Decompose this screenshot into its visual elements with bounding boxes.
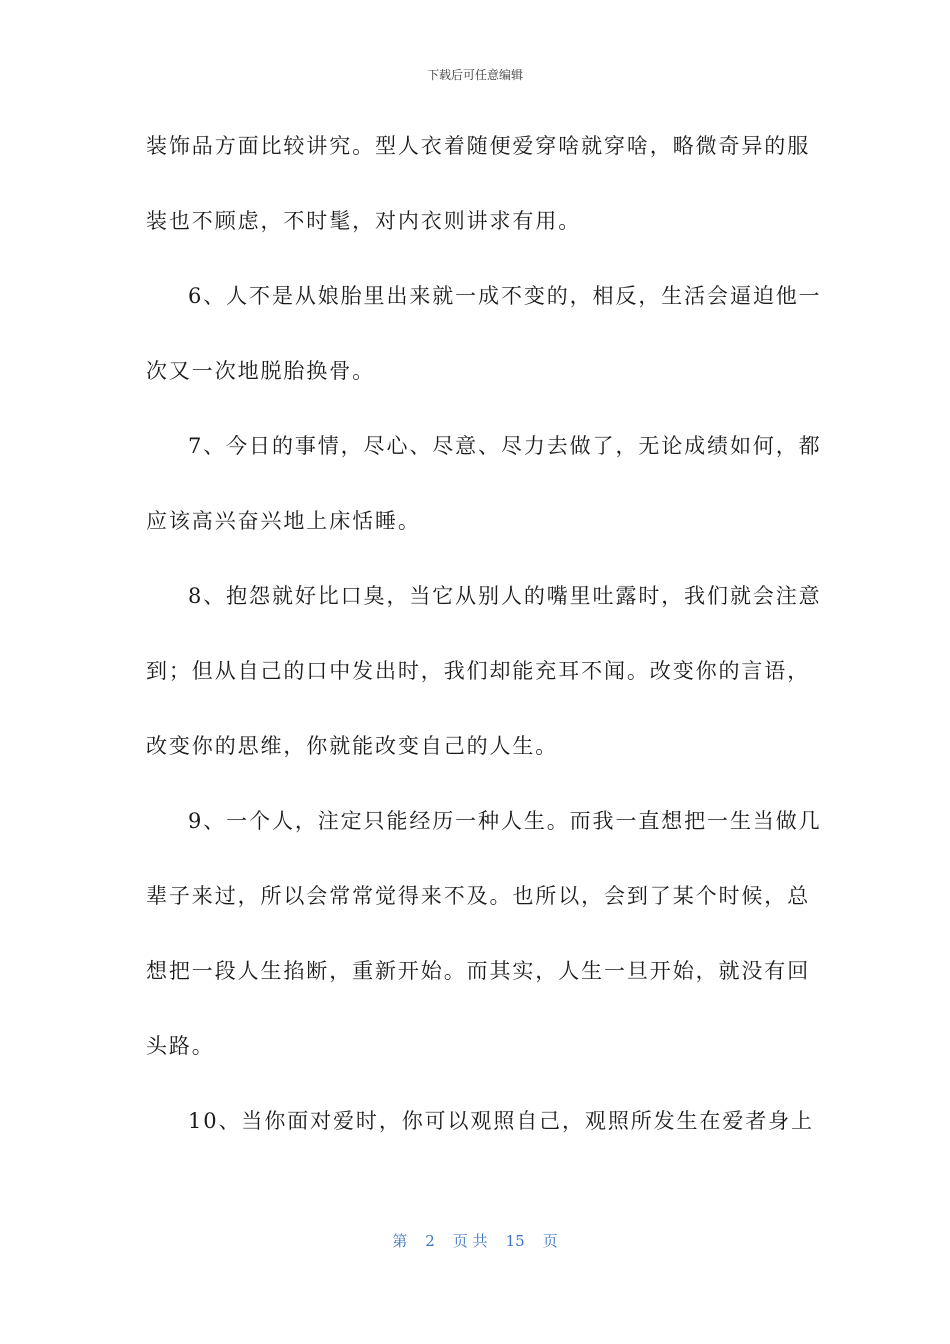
text-line: 装饰品方面比较讲究。型人衣着随便爱穿啥就穿啥，略微奇异的服 xyxy=(146,134,811,158)
footer-current-page: 2 xyxy=(425,1232,435,1250)
text-line: 9、一个人，注定只能经历一种人生。而我一直想把一生当做几 xyxy=(188,809,822,833)
text-line: 10、当你面对爱时，你可以观照自己，观照所发生在爱者身上 xyxy=(188,1109,814,1133)
text-line: 到；但从自己的口中发出时，我们却能充耳不闻。改变你的言语， xyxy=(146,659,811,683)
page-header: 下载后可任意编辑 xyxy=(426,68,523,82)
page-footer xyxy=(0,1230,950,1251)
text-line: 头路。 xyxy=(146,1034,215,1058)
footer-page-label: 第 xyxy=(392,1232,408,1250)
text-line: 想把一段人生掐断，重新开始。而其实，人生一旦开始，就没有回 xyxy=(146,959,811,983)
text-line: 次又一次地脱胎换骨。 xyxy=(146,359,375,383)
text-line: 应该高兴奋兴地上床恬睡。 xyxy=(146,509,421,533)
text-line: 6、人不是从娘胎里出来就一成不变的，相反，生活会逼迫他一 xyxy=(188,284,822,308)
text-line: 装也不顾虑，不时髦，对内衣则讲求有用。 xyxy=(146,209,582,233)
text-line: 辈子来过，所以会常常觉得来不及。也所以，会到了某个时候，总 xyxy=(146,884,811,908)
footer-total-suffix: 页 xyxy=(542,1232,558,1250)
footer-total-prefix: 页 共 xyxy=(452,1232,488,1250)
text-line: 7、今日的事情，尽心、尽意、尽力去做了，无论成绩如何，都 xyxy=(188,434,822,458)
text-line: 8、抱怨就好比口臭，当它从别人的嘴里吐露时，我们就会注意 xyxy=(188,584,822,608)
text-line: 改变你的思维，你就能改变自己的人生。 xyxy=(146,734,559,758)
footer-total-pages: 15 xyxy=(505,1232,525,1250)
